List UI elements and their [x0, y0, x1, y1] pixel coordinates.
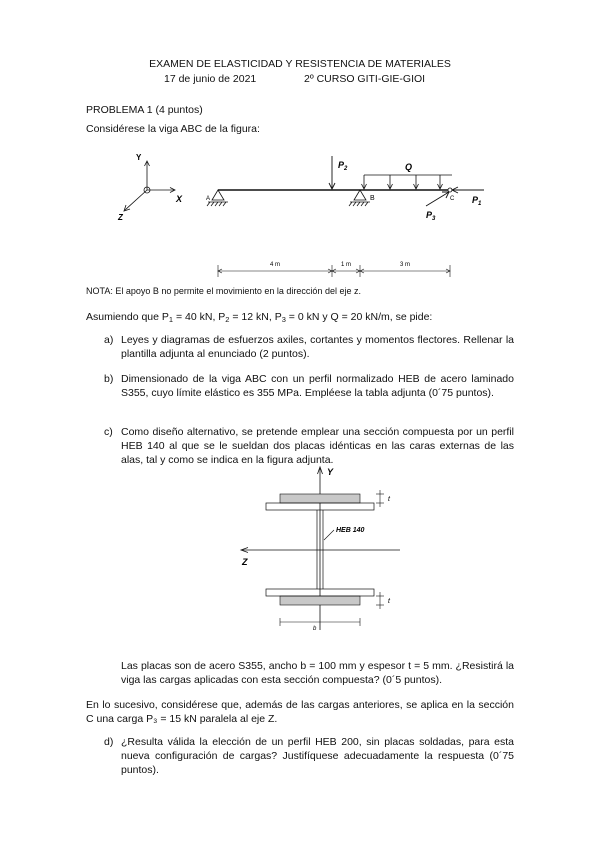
label-p1: $P_1$: [472, 195, 482, 207]
assumption-text: Asumiendo que $P_1 = 40$ kN, $P_2 = 12$ kN, $P_3 = 0$ kN y Q = 20 kN/m, se pide:: [86, 311, 433, 324]
support-a: [207, 190, 228, 206]
support-b: [349, 190, 370, 206]
label-a: A: [206, 196, 211, 202]
axis-y-label: Y: [136, 153, 142, 162]
item-b-marker: b): [104, 373, 114, 385]
label-b-width: b: [313, 626, 317, 632]
section-axis-y-label: Y: [327, 467, 334, 477]
label-t-top: t: [388, 496, 390, 503]
label-t-bottom: t: [388, 598, 390, 605]
item-d-text: ¿Resulta válida la elección de un perfil HEB 200, sin placas soldadas, para esta nueva configuración de cargas? Justifíquese adecuadamente la respuesta (0´75 puntos).: [121, 736, 514, 776]
beam-figure: [100, 148, 500, 288]
exam-date: 17 de junio de 2021: [164, 73, 257, 85]
profile-label: HEB 140: [336, 527, 365, 534]
item-c-marker: c): [104, 426, 113, 438]
label-c: C: [450, 196, 455, 202]
item-a-text: Leyes y diagramas de esfuerzos axiles, cortantes y momentos flectores. Rellenar la plantilla adjunta al enunciado (2 puntos).: [121, 334, 514, 360]
label-q: Q: [405, 162, 413, 172]
exam-title: EXAMEN DE ELASTICIDAD Y RESISTENCIA DE MATERIALES: [149, 58, 451, 70]
load-p3-arrow: [426, 192, 449, 206]
label-p2: $P_2$: [338, 160, 348, 172]
exam-course: 2º CURSO GITI-GIE-GIOI: [304, 73, 426, 85]
item-a-marker: a): [104, 334, 114, 346]
further-loads-text: En lo sucesivo, considérese que, además de las cargas anteriores, se aplica en la sección C una carga P₃ = 15 kN paralela al eje Z.: [86, 699, 514, 725]
section-z-axis: [241, 548, 400, 553]
item-c-text: Como diseño alternativo, se pretende emplear una sección compuesta por un perfil HEB 140 al que se le sueldan dos placas idénticas en las caras externas de las alas, tal y como se indica en la figura adjunta.: [121, 426, 514, 466]
section-axis-z-label: Z: [242, 557, 248, 567]
label-b: B: [370, 195, 375, 202]
problem-title: PROBLEMA 1 (4 puntos): [86, 104, 203, 116]
problem-intro: Considérese la viga ABC de la figura:: [86, 123, 260, 135]
dim-3m: 3 m: [400, 262, 411, 268]
load-p2-arrow: [329, 156, 335, 189]
cross-section-figure: [230, 462, 410, 637]
dim-1m: 1 m: [341, 262, 352, 268]
bottom-plate: [280, 596, 360, 605]
item-b-text: Dimensionado de la viga ABC con un perfil normalizado HEB de acero laminado S355, cuyo límite elástico es 355 MPa. Empléese la tabla adjunta (0´75 puntos).: [121, 373, 514, 399]
axis-x-label: X: [176, 194, 183, 204]
top-plate: [280, 494, 360, 503]
load-p1-arrow: [452, 187, 484, 193]
section-y-axis: [318, 467, 323, 630]
axes-diagram: [124, 161, 175, 211]
label-p3: $P_3$: [426, 210, 436, 222]
thickness-dims: [376, 490, 384, 609]
note-text: NOTA: El apoyo B no permite el movimiento en la dirección del eje z.: [86, 286, 361, 296]
item-c-after: Las placas son de acero S355, ancho b = 100 mm y espesor t = 5 mm. ¿Resistirá la viga las cargas aplicadas con esta sección compuesta? (0´5 puntos).: [121, 660, 514, 686]
axis-z-label: Z: [118, 213, 123, 222]
item-d-marker: d): [104, 736, 114, 748]
dimension-line: [218, 265, 450, 277]
distributed-load-q: [362, 175, 453, 189]
dim-4m: 4 m: [270, 262, 281, 268]
profile-leader: [324, 530, 334, 540]
